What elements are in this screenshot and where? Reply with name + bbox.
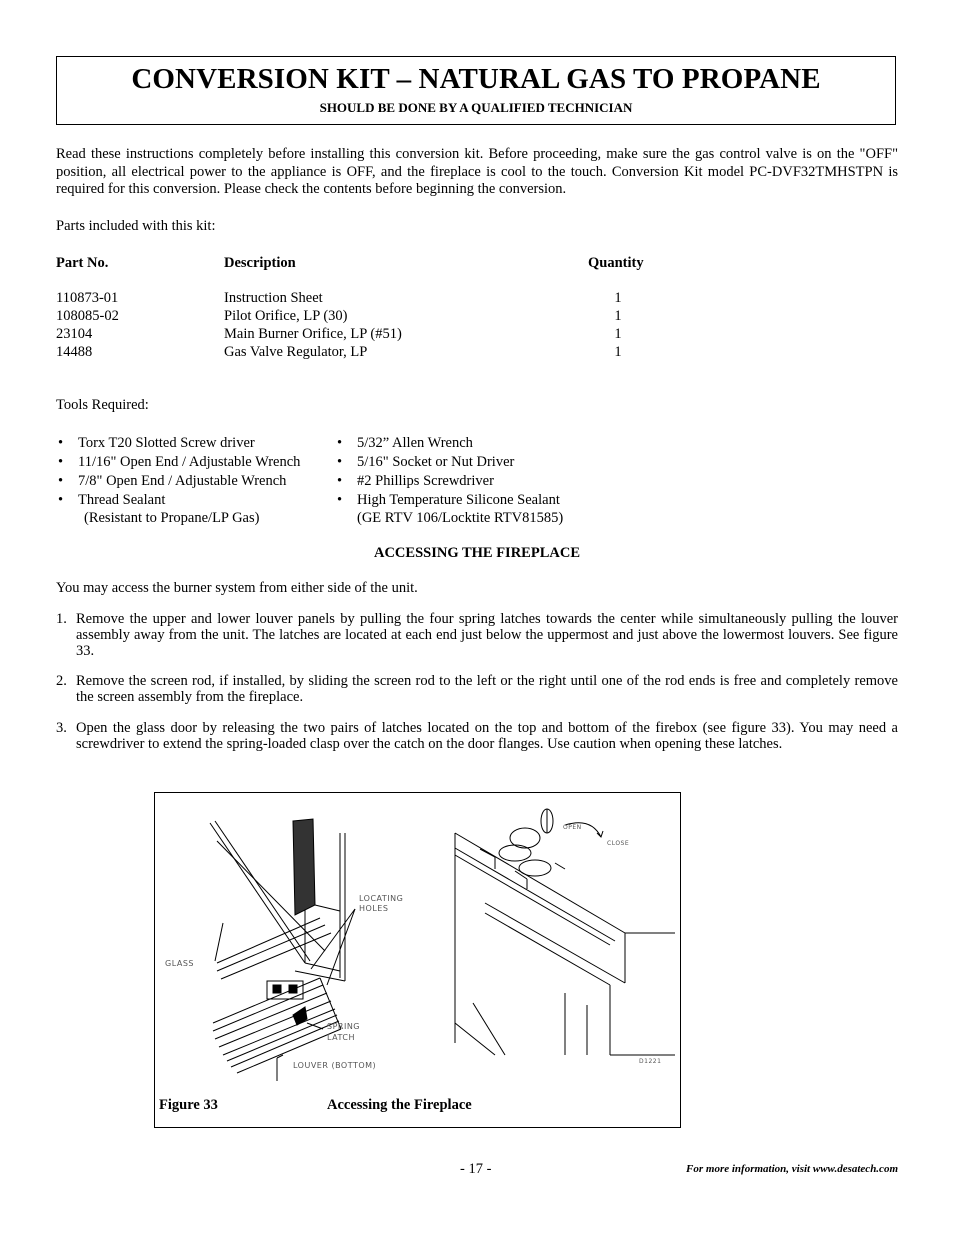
table-row [56,289,656,307]
part-quantity: 1 [614,308,622,324]
header-part-no: Part No. [56,255,109,271]
table-row [56,325,656,343]
footer-info: For more information, visit www.desatech.com [686,1163,898,1175]
part-no: 110873-01 [56,290,119,306]
step-number: 2. [56,673,67,689]
label-locating-1: LOCATING [359,894,404,903]
page-number: - 17 - [460,1161,492,1177]
step-text: Open the glass door by releasing the two pairs of latches located on the top and bottom of the firebox (see figure 33). You may need a screwdriver to extend the spring-loaded clasp over the catch on the door flanges. Use caution when opening these latches. [76,720,898,752]
label-spring-1: SPRING [327,1022,361,1031]
part-quantity: 1 [614,290,622,306]
page-title: CONVERSION KIT – NATURAL GAS TO PROPANE [131,63,821,95]
title-box [56,56,896,125]
step-item [56,720,898,752]
list-item: • 11/16" Open End / Adjustable Wrench [58,454,301,470]
list-item: • Thread Sealant [58,492,166,508]
list-item: • 5/32” Allen Wrench [337,435,473,451]
label-close: CLOSE [607,840,630,847]
part-description: Pilot Orifice, LP (30) [224,308,348,324]
label-louver: LOUVER (BOTTOM) [293,1061,377,1070]
page-subtitle: SHOULD BE DONE BY A QUALIFIED TECHNICIAN [319,100,633,115]
intro-paragraph: Read these instructions completely before installing this conversion kit. Before proceeding, make sure the gas control valve is on the "OFF" position, all electrical power to the appliance is OFF, and the fireplace is cool to the touch. Conversion Kit model PC-DVF32TMHSTPN is required for this conversion. Please check the contents before beginning the conversion. [56,146,898,197]
part-quantity: 1 [614,326,622,342]
step-number: 3. [56,720,67,736]
step-number: 1. [56,611,67,627]
section-heading: ACCESSING THE FIREPLACE [373,545,580,561]
label-open: OPEN [563,824,582,831]
tools-left-note: (Resistant to Propane/LP Gas) [84,510,260,526]
part-no: 14488 [56,344,93,360]
list-item: • 7/8" Open End / Adjustable Wrench [58,473,287,489]
fireplace-access-illustration [155,793,680,1093]
table-row [56,307,656,325]
step-item [56,673,898,705]
list-item: • 5/16" Socket or Nut Driver [337,454,515,470]
step-text: Remove the screen rod, if installed, by sliding the screen rod to the left or the right until one of the rod ends is free and completely remove the screen assembly from the fireplace. [76,673,898,705]
table-row [56,343,656,361]
label-glass: GLASS [165,959,194,968]
parts-intro: Parts included with this kit: [56,218,216,234]
label-spring-2: LATCH [327,1033,356,1042]
figure-caption: Accessing the Fireplace [327,1097,472,1113]
label-locating-2: HOLES [359,904,389,913]
part-description: Main Burner Orifice, LP (#51) [224,326,402,342]
part-quantity: 1 [614,344,622,360]
tools-intro: Tools Required: [56,397,149,413]
parts-table-header [56,254,656,272]
list-item: • #2 Phillips Screwdriver [337,473,494,489]
header-quantity: Quantity [588,255,644,271]
figure-33 [154,792,681,1128]
list-item: • High Temperature Silicone Sealant [337,492,560,508]
section-intro: You may access the burner system from either side of the unit. [56,580,418,596]
label-code: D1221 [639,1058,662,1065]
list-item: • Torx T20 Slotted Screw driver [58,435,255,451]
figure-number: Figure 33 [159,1097,218,1113]
step-item [56,611,898,659]
tools-right-note: (GE RTV 106/Locktite RTV81585) [357,510,564,526]
part-no: 108085-02 [56,308,119,324]
part-no: 23104 [56,326,93,342]
part-description: Instruction Sheet [224,290,323,306]
header-description: Description [224,255,296,271]
part-description: Gas Valve Regulator, LP [224,344,368,360]
step-text: Remove the upper and lower louver panels by pulling the four spring latches towards the center while simultaneously pulling the louver assembly away from the unit. The latches are located at each end just below the uppermost and just above the lowermost louvers. See figure 33. [76,611,898,659]
